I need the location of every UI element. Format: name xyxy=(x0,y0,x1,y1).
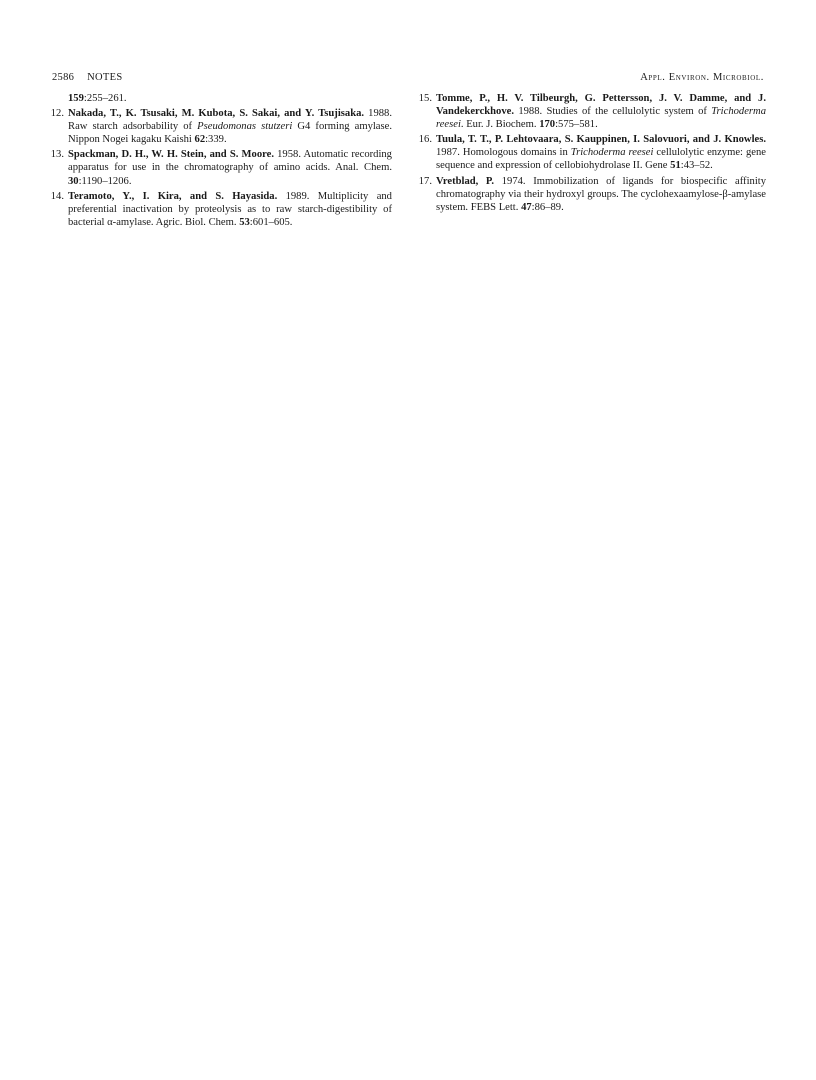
reference-authors: Tomme, P., H. V. Tilbeurgh, G. Pettersson, J. V. Damme, and J. Vandekerckhove. xyxy=(436,93,766,118)
reference-text: 1958. Automatic recording apparatus for use in the chromatography of amino acids. Anal. Chem. xyxy=(68,149,392,174)
reference-number: 16. xyxy=(418,134,432,146)
reference-number: 13. xyxy=(50,149,64,161)
left-column xyxy=(52,92,392,231)
journal-name: Appl. Environ. Microbiol. xyxy=(640,72,764,83)
right-column xyxy=(420,92,766,216)
reference-text: 1974. Immobilization of ligands for biospecific affinity chromatography via their hydroxyl groups. The cyclohexaamylose-β-amylase system. FEBS Lett. xyxy=(436,175,767,213)
reference-entry xyxy=(420,175,766,214)
reference-number: 17. xyxy=(418,175,432,187)
section-name: NOTES xyxy=(87,72,123,83)
reference-volume: 53 xyxy=(239,216,250,228)
continued-reference xyxy=(52,92,392,105)
reference-entry xyxy=(52,148,392,187)
reference-italic-term: Trichoderma reesei xyxy=(570,147,654,159)
reference-text-cont: . Eur. J. Biochem. xyxy=(460,119,540,131)
reference-number: 12. xyxy=(50,108,64,120)
reference-pages: :601–605. xyxy=(249,216,293,228)
right-reference-list xyxy=(420,92,766,214)
reference-authors: Nakada, T., K. Tsusaki, M. Kubota, S. Sakai, and Y. Tsujisaka. xyxy=(68,108,365,120)
reference-italic-term: Trichoderma reesei xyxy=(436,106,766,131)
reference-entry xyxy=(52,107,392,146)
running-header xyxy=(52,72,764,88)
reference-text-cont: cellulolytic enzyme: gene sequence and expression of cellobiohydrolase II. Gene xyxy=(436,147,766,172)
reference-volume: 62 xyxy=(194,134,206,146)
reference-volume: 30 xyxy=(68,175,79,187)
reference-volume: 47 xyxy=(521,201,532,213)
reference-text: 1988. Studies of the cellulolytic system of xyxy=(514,106,712,118)
reference-number: 14. xyxy=(50,190,64,202)
reference-pages: :1190–1206. xyxy=(78,175,132,187)
reference-authors: Spackman, D. H., W. H. Stein, and S. Moore. xyxy=(68,149,274,161)
page-number: 2586 xyxy=(52,72,75,83)
left-reference-list xyxy=(52,107,392,229)
reference-authors: Tuula, T. T., P. Lehtovaara, S. Kauppinen, I. Salovuori, and J. Knowles. xyxy=(436,134,766,146)
reference-italic-term: Pseudomonas stutzeri xyxy=(197,121,293,133)
reference-pages: :575–581. xyxy=(555,119,598,131)
reference-entry xyxy=(420,92,766,131)
reference-text: 1988. Raw starch adsorbability of xyxy=(68,108,393,133)
header-left xyxy=(52,72,122,83)
reference-number: 15. xyxy=(418,93,432,104)
reference-pages: :339. xyxy=(205,134,227,146)
reference-entry xyxy=(420,133,766,172)
reference-authors: Vretblad, P. xyxy=(436,175,495,187)
reference-entry xyxy=(52,190,392,229)
reference-volume: 51 xyxy=(670,160,681,172)
reference-text-cont: G4 forming amylase. Nippon Nogei kagaku Kaishi xyxy=(68,121,392,146)
reference-volume: 170 xyxy=(539,119,556,131)
reference-authors: Teramoto, Y., I. Kira, and S. Hayasida. xyxy=(68,190,278,202)
reference-pages: :43–52. xyxy=(680,160,713,172)
continued-pages: :255–261. xyxy=(83,93,127,104)
continued-volume: 159 xyxy=(68,93,84,104)
reference-text: 1987. Homologous domains in xyxy=(436,147,571,159)
reference-pages: :86–89. xyxy=(531,201,564,213)
reference-text: 1989. Multiplicity and preferential inactivation by proteolysis as to raw starch-digestibility of bacterial α-amylase. Agric. Biol. Chem. xyxy=(68,190,392,228)
